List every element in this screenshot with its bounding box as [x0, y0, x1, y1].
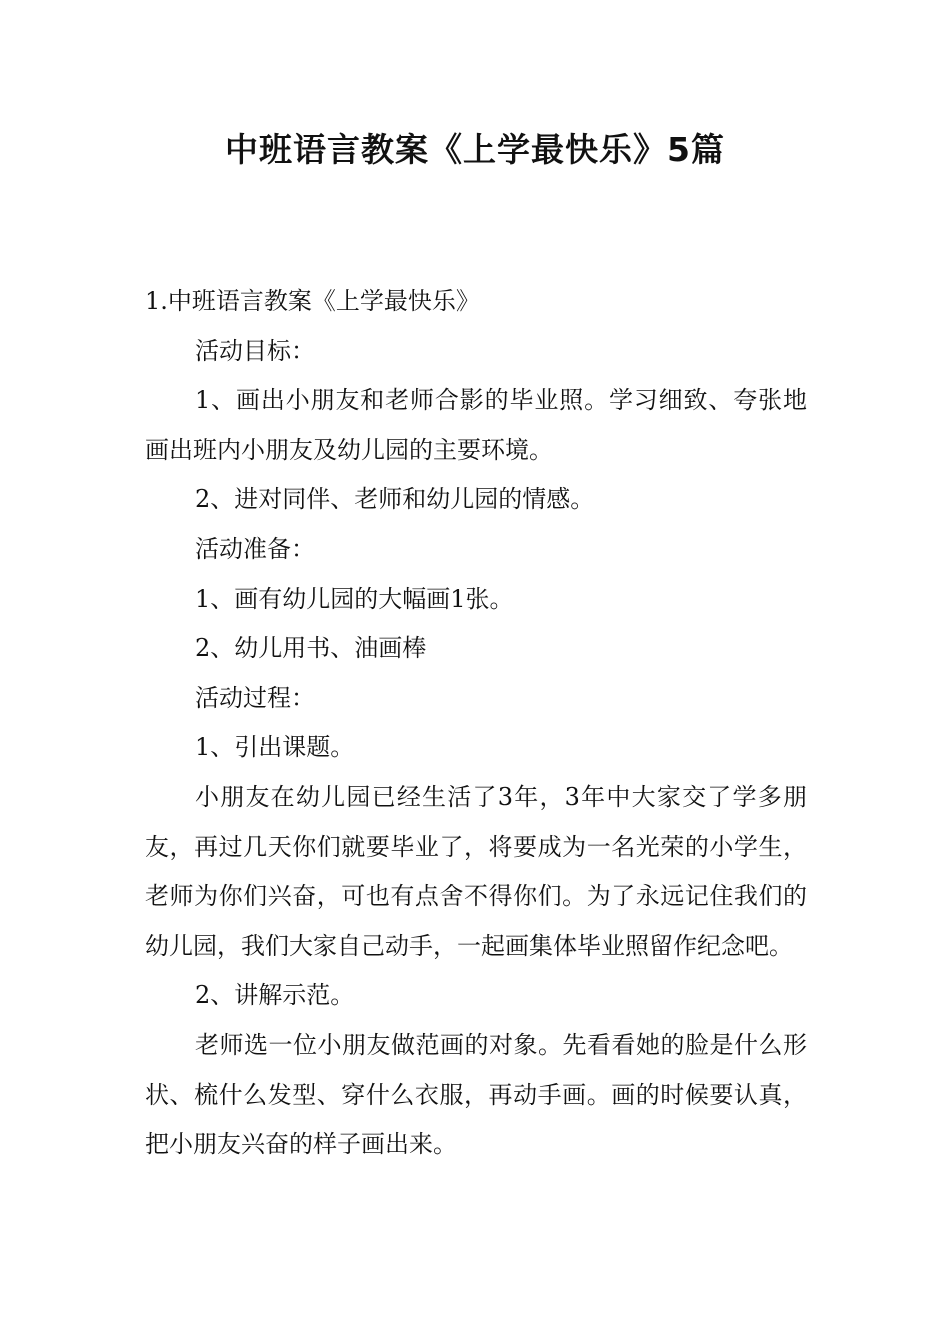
paragraph-process-step-1-text: 小朋友在幼儿园已经生活了3年，3年中大家交了学多朋友，再过几天你们就要毕业了，将要成为一名光荣的小学生，老师为你们兴奋，可也有点舍不得你们。为了永远记住我们的幼儿园，我们大家自己动手，一起画集体毕业照留作纪念吧。: [145, 782, 807, 960]
paragraph-process-step-2: 2、讲解示范。: [195, 981, 355, 1010]
section-heading: 1.中班语言教案《上学最快乐》: [145, 287, 480, 315]
paragraph-goal-1: 1、画出小朋友和老师合影的毕业照。学习细致、夸张地画出班内小朋友及幼儿园的主要环境。: [145, 386, 807, 464]
paragraph-process-step-1: 1、引出课题。: [195, 733, 355, 762]
document-body: [145, 277, 807, 1170]
paragraph-process-label: 活动过程：: [195, 683, 315, 712]
paragraph-goals-label: 活动目标：: [195, 336, 315, 365]
paragraph-preparation-1: 1、画有幼儿园的大幅画1张。: [195, 584, 514, 613]
paragraph-process-step-2-text: 老师选一位小朋友做范画的对象。先看看她的脸是什么形状、梳什么发型、穿什么衣服，再动手画。画的时候要认真，把小朋友兴奋的样子画出来。: [145, 1030, 807, 1159]
paragraph-preparation-label: 活动准备：: [195, 534, 315, 563]
paragraph-goal-2: 2、进对同伴、老师和幼儿园的情感。: [195, 485, 595, 514]
document-title: 中班语言教案《上学最快乐》5篇: [225, 130, 725, 169]
paragraph-preparation-2: 2、幼儿用书、油画棒: [195, 634, 427, 663]
